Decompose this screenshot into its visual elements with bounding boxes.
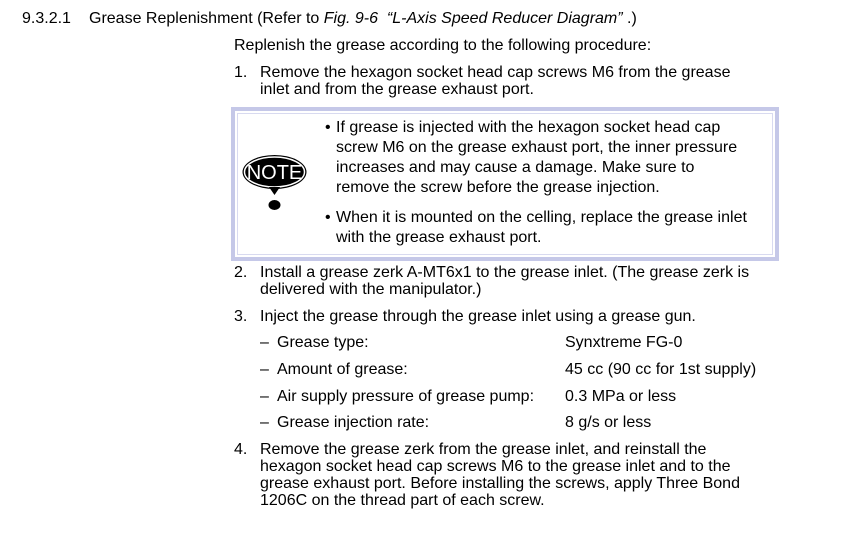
spec-label: Amount of grease: xyxy=(277,361,408,378)
spec-dash: – xyxy=(260,414,269,431)
step-text-line: delivered with the manipulator.) xyxy=(260,281,482,298)
spec-value: 45 cc (90 cc for 1st supply) xyxy=(565,361,757,378)
section-title-prefix: Grease Replenishment (Refer to xyxy=(89,10,324,27)
intro-text: Replenish the grease according to the following procedure: xyxy=(234,37,652,54)
spec-label: Air supply pressure of grease pump: xyxy=(277,388,535,405)
note-text-line: When it is mounted on the celling, replace the grease inlet xyxy=(336,209,747,226)
note-icon-label: NOTE xyxy=(246,162,303,184)
section-number: 9.3.2.1 xyxy=(22,10,71,27)
spec-value: 0.3 MPa or less xyxy=(565,388,677,405)
step-text-line: Install a grease zerk A-MT6x1 to the grease inlet. (The grease zerk is xyxy=(260,264,750,281)
spec-value: Synxtreme FG-0 xyxy=(565,334,683,351)
step-text-line: 1206C on the thread part of each screw. xyxy=(260,492,545,509)
figure-reference: Fig. 9-6 xyxy=(323,10,379,27)
spec-dash: – xyxy=(260,334,269,351)
step-number: 3. xyxy=(234,308,248,325)
section-title xyxy=(89,10,637,27)
step-number: 2. xyxy=(234,264,248,281)
note-text-line: screw M6 on the grease exhaust port, the inner pressure xyxy=(336,139,738,156)
step-text-line: inlet and from the grease exhaust port. xyxy=(260,81,534,98)
step-text-line: Remove the hexagon socket head cap screws M6 from the grease xyxy=(260,64,731,81)
section-title-suffix: .) xyxy=(622,10,637,27)
note-text-line: increases and may cause a damage. Make sure to xyxy=(336,159,695,176)
step-text-line: Inject the grease through the grease inlet using a grease gun. xyxy=(260,308,696,325)
note-bullet: • xyxy=(325,119,331,136)
note-text-line: remove the screw before the grease injection. xyxy=(336,179,660,196)
spec-value: 8 g/s or less xyxy=(565,414,652,431)
spec-dash: – xyxy=(260,361,269,378)
step-text-line: hexagon socket head cap screws M6 to the grease inlet and to the xyxy=(260,458,731,475)
step-text-line: grease exhaust port. Before installing the screws, apply Three Bond xyxy=(260,475,740,492)
note-icon xyxy=(241,154,308,214)
step-text-line: Remove the grease zerk from the grease inlet, and reinstall the xyxy=(260,441,707,458)
spec-label: Grease injection rate: xyxy=(277,414,430,431)
note-text-line: with the grease exhaust port. xyxy=(336,229,542,246)
step-number: 4. xyxy=(234,441,248,458)
spec-label: Grease type: xyxy=(277,334,369,351)
step-number: 1. xyxy=(234,64,248,81)
figure-title: “L-Axis Speed Reducer Diagram” xyxy=(378,10,623,27)
spec-dash: – xyxy=(260,388,269,405)
note-bullet: • xyxy=(325,209,331,226)
note-text-line: If grease is injected with the hexagon socket head cap xyxy=(336,119,721,136)
